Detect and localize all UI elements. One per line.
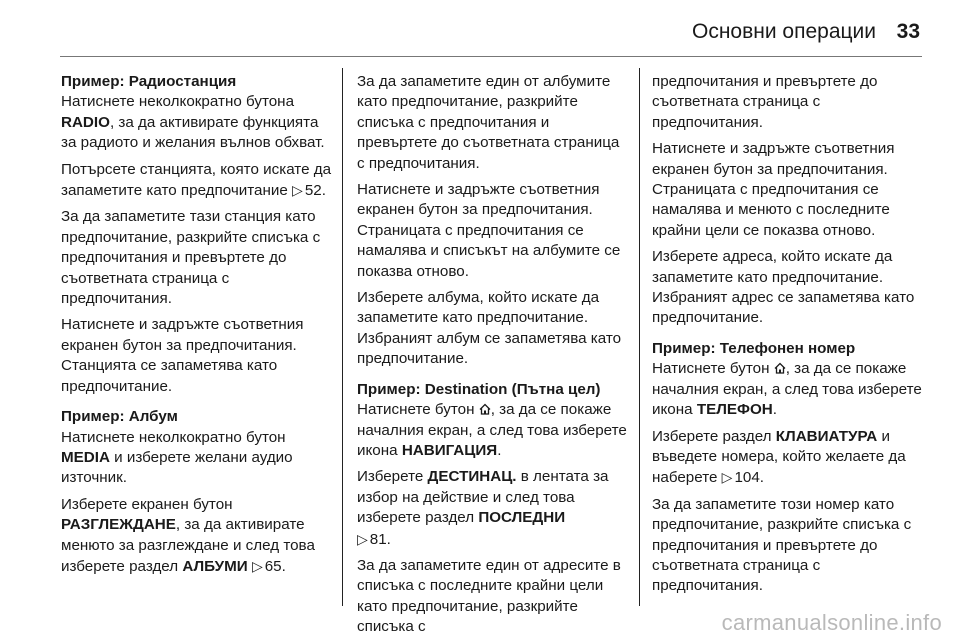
paragraph: Потърсете станцията, която искате да запаметите като предпочитание ▷ 52.: [61, 160, 332, 200]
paragraph: За да запаметите един от албумите като предпочитание, разкрийте списъка с предпочитания и превъртете до съответната страница с предпочитания.: [357, 73, 620, 172]
page-title: Основни операции: [691, 20, 876, 43]
paragraph: Натиснете и задръжте съответния екранен бутон за предпочитания. Станцията се запаметява като предпочитание.: [61, 316, 304, 395]
paragraph: Изберете албума, който искате да запаметите като предпочитание. Избраният албум се запаметява като предпочитание.: [357, 289, 622, 368]
home-icon: [479, 403, 491, 415]
icon-name-navigation: НАВИГАЦИЯ: [401, 441, 498, 459]
page-ref[interactable]: 65.: [264, 557, 286, 575]
column-2: [357, 72, 629, 644]
watermark: carmanualsonline.info: [721, 610, 942, 635]
page-header: [0, 0, 960, 48]
paragraph: Натиснете и задръжте съответния екранен бутон за предпочитания. Страницата с предпочитания се намалява и менюто с последните крайни цели се показва отново.: [652, 140, 895, 239]
home-icon: [774, 362, 786, 374]
page-number: 33: [896, 20, 920, 43]
section-heading-album: Пример: Албум: [61, 408, 178, 426]
page-ref-icon: ▷: [251, 557, 263, 574]
icon-name-phone: ТЕЛЕФОН: [696, 401, 773, 419]
paragraph: Изберете ДЕСТИНАЦ. в лентата за избор на действие и след това изберете раздел ПОСЛЕДНИ ▷ 81.: [357, 468, 609, 548]
paragraph: Натиснете и задръжте съответния екранен бутон за предпочитания. Страницата с предпочитания се намалява и списъкът на албумите се показва отново.: [357, 181, 621, 280]
paragraph: Пример: Албум Натиснете неколкократно бутон MEDIA и изберете желани аудио източник.: [61, 407, 333, 489]
section-heading-destination: Пример: Destination (Пътна цел): [357, 380, 601, 398]
page-ref-icon: ▷: [721, 469, 733, 486]
page-ref[interactable]: 104.: [734, 469, 764, 487]
section-heading-radio: Пример: Радиостанция: [61, 73, 237, 90]
tab-name-keypad: КЛАВИАТУРА: [775, 427, 878, 445]
page-ref[interactable]: 52.: [304, 182, 326, 200]
button-name-media: MEDIA: [61, 448, 110, 466]
paragraph: предпочитания и превъртете до съответната страница с предпочитания.: [652, 73, 878, 131]
header-rule: [60, 56, 922, 57]
section-heading-phone: Пример: Телефонен номер: [652, 339, 856, 357]
paragraph: Пример: Destination (Пътна цел) Натиснете бутон , за да се покаже началния екран, а след това изберете икона НАВИГАЦИЯ.: [357, 380, 629, 462]
column-divider-2: [639, 68, 640, 606]
paragraph: За да запаметите един от адресите в списъка с последните крайни цели като предпочитание, разкрийте списъка с: [357, 556, 621, 636]
button-name-destination: ДЕСТИНАЦ.: [427, 468, 517, 486]
column-1: [61, 72, 333, 583]
column-3: [652, 72, 924, 603]
column-divider-1: [342, 68, 343, 606]
page-ref[interactable]: 81.: [369, 530, 391, 548]
paragraph: Изберете екранен бутон РАЗГЛЕЖДАНЕ, за да активирате менюто за разглеждане и след това изберете раздел АЛБУМИ ▷ 65.: [61, 495, 315, 575]
button-name-browse: РАЗГЛЕЖДАНЕ: [61, 516, 176, 534]
paragraph: Изберете раздел КЛАВИАТУРА и въведете номера, който желаете да наберете ▷ 104.: [652, 427, 906, 487]
tab-name-recent: ПОСЛЕДНИ: [478, 509, 566, 527]
paragraph: Пример: Радиостанция Натиснете неколкократно бутона RADIO, за да активирате функцията за радиото и желания вълнов обхват.: [61, 72, 333, 154]
page-ref-icon: ▷: [292, 182, 303, 199]
paragraph: За да запаметите този номер като предпочитание, разкрийте списъка с предпочитания и превъртете до съответната страница с предпочитания.: [652, 495, 912, 595]
tab-name-albums: АЛБУМИ: [182, 557, 248, 575]
paragraph: Пример: Телефонен номер Натиснете бутон , за да се покаже началния екран, а след това изберете икона ТЕЛЕФОН.: [652, 339, 924, 421]
paragraph: За да запаметите тази станция като предпочитание, разкрийте списъка с предпочитания и превъртете до съответната страница с предпочитания.: [61, 208, 321, 308]
button-name-radio: RADIO: [61, 113, 110, 131]
page-ref-icon: ▷: [357, 530, 368, 547]
paragraph: Изберете адреса, който искате да запаметите като предпочитание. Избраният адрес се запаметява като предпочитание.: [652, 248, 915, 327]
